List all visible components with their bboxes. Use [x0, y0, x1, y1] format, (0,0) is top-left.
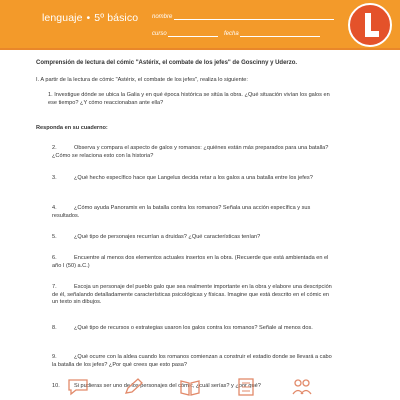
- question-text: ¿Qué tipo de personajes recurrían a druidas? ¿Qué características tenían?: [74, 234, 261, 240]
- section-intro: I. A partir de la lectura de cómic "Astérix, el combate de los jefes", realiza lo siguiente:: [36, 77, 248, 83]
- subject-logo: [348, 3, 392, 47]
- answer-instructions: Responda en su cuaderno:: [36, 125, 108, 131]
- question-text: ¿Cómo ayuda Panoramix en la batalla contra los romanos? Señala una acción específica y sus resultados.: [52, 205, 311, 219]
- question-item: [52, 175, 336, 183]
- separator-dot: •: [86, 12, 91, 24]
- question-item: [52, 284, 336, 307]
- course-label: curso: [152, 31, 167, 37]
- question-number: 9.: [52, 354, 57, 360]
- pencil-icon: [122, 377, 146, 397]
- question-number: 4.: [52, 205, 57, 211]
- question-item: [52, 354, 336, 369]
- question-number: 2.: [52, 145, 57, 151]
- name-field-row: [152, 13, 334, 20]
- date-field[interactable]: [240, 30, 320, 37]
- question-item: [52, 145, 336, 160]
- question-number: 10.: [52, 383, 60, 389]
- question-number: 7.: [52, 284, 57, 290]
- letter-l-icon: [350, 5, 390, 45]
- course-date-row: [152, 30, 320, 37]
- question-1: 1. Investigue dónde se ubica la Galia y en qué época histórica se sitúa la obra. ¿Qué situación vivían los galos en ese tiempo? ¿Y cómo reaccionaban ante ella?: [48, 92, 330, 106]
- grade-label: 5º básico: [94, 12, 139, 24]
- question-number: 6.: [52, 255, 57, 261]
- question-item: [52, 234, 336, 242]
- question-number: 8.: [52, 325, 57, 331]
- date-label: fecha: [224, 31, 239, 37]
- question-item: [52, 325, 336, 333]
- question-text: Observa y compara el aspecto de galos y romanos: ¿quiénes están más preparados para una batalla? ¿Cómo se relaciona esto con la historia?: [52, 145, 329, 159]
- question-number: 5.: [52, 234, 57, 240]
- header-divider: [0, 48, 400, 50]
- question-item: [52, 255, 336, 270]
- chat-icon: [66, 377, 90, 397]
- footer-icons: [0, 377, 400, 400]
- question-text: ¿Qué tipo de recursos o estrategias usaron los galos contra los romanos? Señale al menos dos.: [74, 325, 313, 331]
- question-text: ¿Qué ocurre con la aldea cuando los romanos comienzan a construir el estadio donde se llevará a cabo la batalla de los jefes? ¿Por qué crees que esto pasa?: [52, 354, 332, 368]
- worksheet-title: Comprensión de lectura del cómic "Astérix, el combate de los jefes" de Goscinny y Uderzo.: [36, 60, 298, 66]
- question-text: ¿Qué hecho específico hace que Langelus decida retar a los galos a una batalla entre los jefes?: [74, 175, 313, 181]
- question-text: Encuentre al menos dos elementos actuales insertos en la obra. (Recuerde que está ambientada en el año I (50) a.C.): [52, 255, 329, 269]
- question-text: Si pudieras ser uno de los personajes del cómic, ¿cuál serías? y ¿por qué?: [74, 383, 261, 389]
- course-field[interactable]: [168, 30, 218, 37]
- book-icon: [178, 377, 202, 397]
- question-item: [52, 205, 336, 220]
- name-field[interactable]: [174, 13, 334, 20]
- header-band: [0, 0, 400, 50]
- subject-label: lenguaje: [42, 12, 83, 24]
- subject-grade-title: [42, 12, 138, 24]
- people-icon: [290, 377, 314, 397]
- name-label: nombre: [152, 14, 173, 20]
- question-number: 3.: [52, 175, 57, 181]
- notebook-icon: [234, 377, 258, 397]
- question-text: Escoja un personaje del pueblo galo que sea realmente importante en la obra y elabore una descripción de él, señalando detalladamente características psicológicas y físicas. Imagine que está descrito en el cómic en un texto sin dibujos.: [52, 284, 332, 306]
